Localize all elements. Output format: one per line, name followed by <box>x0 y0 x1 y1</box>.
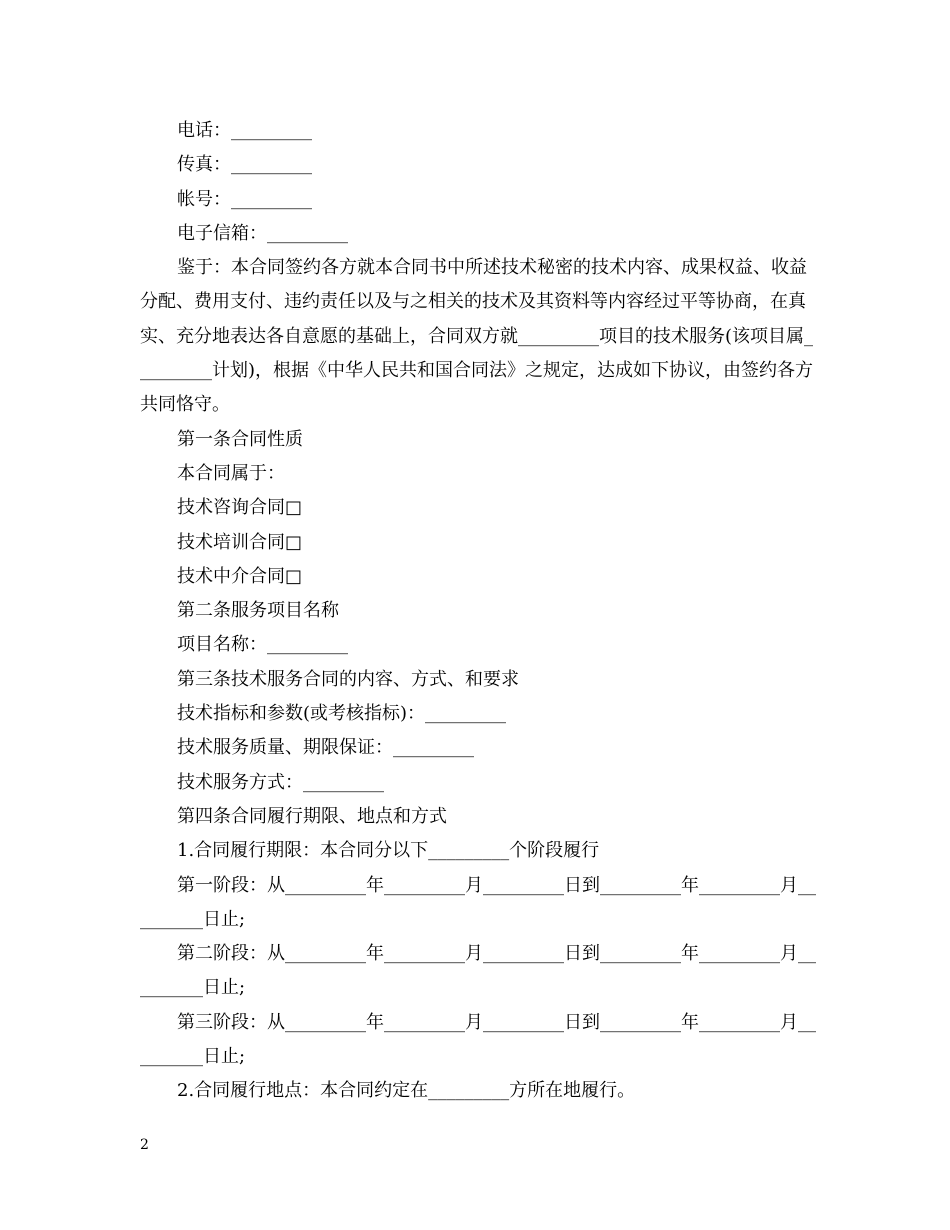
service-quality-line: 技术服务质量、期限保证：_________ <box>177 737 474 759</box>
training-contract-option: 技术培训合同□ <box>177 531 303 553</box>
account-field-line: 帐号：_________ <box>177 188 312 210</box>
service-method-line: 技术服务方式：_________ <box>177 771 384 793</box>
article-3-heading: 第三条技术服务合同的内容、方式、和要求 <box>177 668 519 690</box>
performance-period-line: 1.合同履行期限：本合同分以下_________个阶段履行 <box>177 840 600 862</box>
project-name-line: 项目名称：_________ <box>177 634 348 656</box>
stage-3-period: 第三阶段：从_________年_________月_________日到_________年_________月_________日止; <box>140 1011 816 1068</box>
technical-indicators-line: 技术指标和参数(或考核指标)：_________ <box>177 703 507 725</box>
contract-type-intro: 本合同属于： <box>177 462 285 484</box>
email-field-line: 电子信箱：_________ <box>177 222 348 244</box>
article-2-heading: 第二条服务项目名称 <box>177 600 339 622</box>
intermediary-contract-option: 技术中介合同□ <box>177 565 303 587</box>
consulting-contract-option: 技术咨询合同□ <box>177 497 303 519</box>
article-4-heading: 第四条合同履行期限、地点和方式 <box>177 805 447 827</box>
document-body <box>140 114 820 1109</box>
performance-location-line: 2.合同履行地点：本合同约定在_________方所在地履行。 <box>177 1080 636 1102</box>
stage-2-period: 第二阶段：从_________年_________月_________日到_________年_________月_________日止; <box>140 943 816 999</box>
fax-field-line: 传真：_________ <box>177 154 312 176</box>
article-1-heading: 第一条合同性质 <box>177 428 303 450</box>
phone-field-line: 电话：_________ <box>177 120 312 141</box>
page-number: 2 <box>140 1137 149 1153</box>
stage-1-period: 第一阶段：从_________年_________月_________日到_________年_________月_________日止; <box>140 874 816 930</box>
preamble-paragraph: 鉴于：本合同签约各方就本合同书中所述技术秘密的技术内容、成果权益、收益分配、费用支付、违约责任以及与之相关的技术及其资料等内容经过平等协商，在真实、充分地表达各自意愿的基础上，合同双方就_________项目的技术服务(该项目属_________计划)，根据《中华人民共和国合同法》之规定，达成如下协议，由签约各方共同恪守。 <box>140 257 814 416</box>
